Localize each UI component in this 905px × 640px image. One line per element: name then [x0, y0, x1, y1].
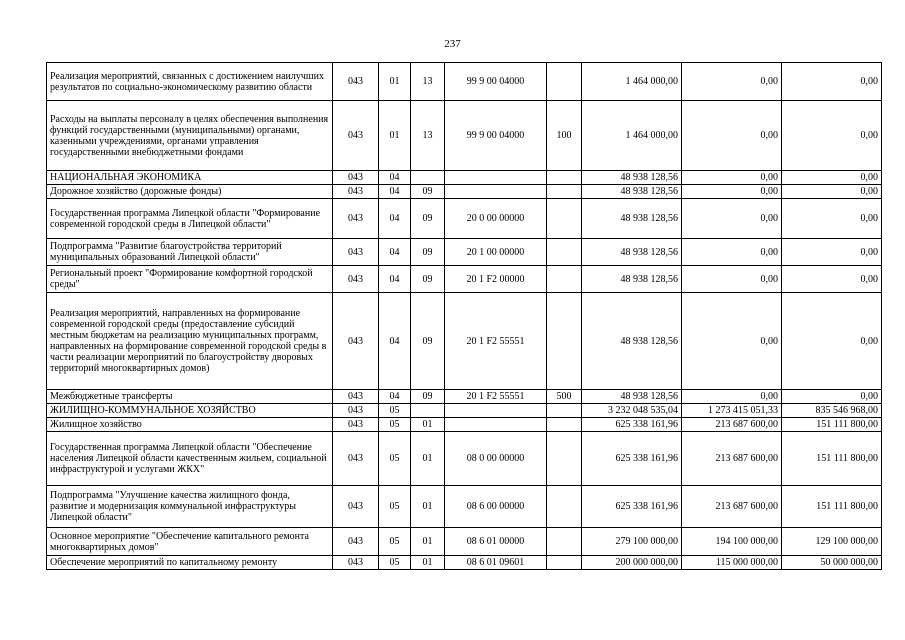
expense-type	[547, 556, 582, 570]
row-name: Государственная программа Липецкой области "Обеспечение населения Липецкой области качественным жильем, социальной инфраструктурой и услугами ЖКХ"	[47, 432, 333, 486]
table-row	[47, 185, 882, 199]
grbs-code: 043	[333, 101, 379, 171]
target-article: 20 0 00 00000	[445, 199, 547, 239]
target-article: 20 1 F2 55551	[445, 293, 547, 390]
amount-year-3: 129 100 000,00	[782, 528, 882, 556]
amount-year-2: 0,00	[682, 171, 782, 185]
subsection-code: 09	[411, 199, 445, 239]
target-article: 20 1 00 00000	[445, 239, 547, 266]
section-code: 05	[379, 418, 411, 432]
expense-type: 100	[547, 101, 582, 171]
section-code: 04	[379, 185, 411, 199]
table-row	[47, 418, 882, 432]
subsection-code: 09	[411, 239, 445, 266]
amount-year-1: 48 938 128,56	[582, 390, 682, 404]
row-name: Подпрограмма "Улучшение качества жилищного фонда, развитие и модернизация коммунальной инфраструктуры Липецкой области"	[47, 486, 333, 528]
amount-year-1: 200 000 000,00	[582, 556, 682, 570]
subsection-code: 01	[411, 432, 445, 486]
table-row	[47, 293, 882, 390]
expense-type	[547, 266, 582, 293]
subsection-code: 01	[411, 556, 445, 570]
table-row	[47, 528, 882, 556]
amount-year-2: 194 100 000,00	[682, 528, 782, 556]
row-name: Основное мероприятие "Обеспечение капитального ремонта многоквартирных домов"	[47, 528, 333, 556]
table-row	[47, 239, 882, 266]
target-article: 08 6 01 00000	[445, 528, 547, 556]
row-name: Межбюджетные трансферты	[47, 390, 333, 404]
row-name: Расходы на выплаты персоналу в целях обеспечения выполнения функций государственными (муниципальными) органами, казенными учреждениями, органами управления государственными внебюджетными фондами	[47, 101, 333, 171]
grbs-code: 043	[333, 390, 379, 404]
expense-type	[547, 199, 582, 239]
subsection-code: 09	[411, 390, 445, 404]
amount-year-1: 625 338 161,96	[582, 486, 682, 528]
target-article: 08 6 00 00000	[445, 486, 547, 528]
section-code: 01	[379, 63, 411, 101]
amount-year-2: 213 687 600,00	[682, 486, 782, 528]
table-row	[47, 63, 882, 101]
row-name: Подпрограмма "Развитие благоустройства территорий муниципальных образований Липецкой области"	[47, 239, 333, 266]
row-name: НАЦИОНАЛЬНАЯ ЭКОНОМИКА	[47, 171, 333, 185]
subsection-code	[411, 171, 445, 185]
grbs-code: 043	[333, 63, 379, 101]
row-name: Обеспечение мероприятий по капитальному ремонту	[47, 556, 333, 570]
section-code: 05	[379, 528, 411, 556]
row-name: Государственная программа Липецкой области "Формирование современной городской среды в Липецкой области"	[47, 199, 333, 239]
expense-type	[547, 404, 582, 418]
grbs-code: 043	[333, 293, 379, 390]
target-article: 20 1 F2 00000	[445, 266, 547, 293]
row-name: Региональный проект "Формирование комфортной городской среды"	[47, 266, 333, 293]
target-article: 99 9 00 04000	[445, 101, 547, 171]
amount-year-1: 1 464 000,00	[582, 63, 682, 101]
row-name: ЖИЛИЩНО-КОММУНАЛЬНОЕ ХОЗЯЙСТВО	[47, 404, 333, 418]
amount-year-2: 213 687 600,00	[682, 418, 782, 432]
expense-type	[547, 185, 582, 199]
section-code: 05	[379, 432, 411, 486]
row-name: Дорожное хозяйство (дорожные фонды)	[47, 185, 333, 199]
grbs-code: 043	[333, 528, 379, 556]
table-row	[47, 390, 882, 404]
table-row	[47, 101, 882, 171]
expense-type	[547, 63, 582, 101]
amount-year-2: 0,00	[682, 185, 782, 199]
section-code: 05	[379, 404, 411, 418]
amount-year-2: 0,00	[682, 390, 782, 404]
section-code: 04	[379, 171, 411, 185]
amount-year-1: 48 938 128,56	[582, 293, 682, 390]
subsection-code: 13	[411, 63, 445, 101]
amount-year-2: 0,00	[682, 101, 782, 171]
expense-type	[547, 418, 582, 432]
grbs-code: 043	[333, 171, 379, 185]
expense-type	[547, 239, 582, 266]
row-name: Жилищное хозяйство	[47, 418, 333, 432]
amount-year-1: 625 338 161,96	[582, 432, 682, 486]
expense-type	[547, 528, 582, 556]
amount-year-1: 1 464 000,00	[582, 101, 682, 171]
amount-year-3: 835 546 968,00	[782, 404, 882, 418]
grbs-code: 043	[333, 404, 379, 418]
subsection-code: 01	[411, 486, 445, 528]
table-row	[47, 432, 882, 486]
target-article: 08 6 01 09601	[445, 556, 547, 570]
amount-year-2: 0,00	[682, 239, 782, 266]
table-row	[47, 404, 882, 418]
amount-year-1: 48 938 128,56	[582, 266, 682, 293]
section-code: 01	[379, 101, 411, 171]
amount-year-3: 151 111 800,00	[782, 432, 882, 486]
subsection-code: 01	[411, 418, 445, 432]
amount-year-1: 625 338 161,96	[582, 418, 682, 432]
amount-year-3: 0,00	[782, 185, 882, 199]
table-row	[47, 556, 882, 570]
section-code: 05	[379, 486, 411, 528]
subsection-code: 13	[411, 101, 445, 171]
row-name: Реализация мероприятий, связанных с достижением наилучших результатов по социально-экономическому развитию области	[47, 63, 333, 101]
amount-year-2: 1 273 415 051,33	[682, 404, 782, 418]
amount-year-3: 0,00	[782, 171, 882, 185]
subsection-code	[411, 404, 445, 418]
table-row	[47, 486, 882, 528]
amount-year-2: 213 687 600,00	[682, 432, 782, 486]
expense-type	[547, 293, 582, 390]
amount-year-2: 0,00	[682, 266, 782, 293]
amount-year-3: 50 000 000,00	[782, 556, 882, 570]
target-article	[445, 171, 547, 185]
amount-year-2: 115 000 000,00	[682, 556, 782, 570]
section-code: 05	[379, 556, 411, 570]
table-body	[47, 63, 882, 570]
amount-year-1: 48 938 128,56	[582, 171, 682, 185]
amount-year-3: 0,00	[782, 266, 882, 293]
table-row	[47, 199, 882, 239]
section-code: 04	[379, 390, 411, 404]
amount-year-3: 0,00	[782, 390, 882, 404]
grbs-code: 043	[333, 432, 379, 486]
expense-type	[547, 486, 582, 528]
table-row	[47, 171, 882, 185]
grbs-code: 043	[333, 486, 379, 528]
grbs-code: 043	[333, 199, 379, 239]
amount-year-3: 0,00	[782, 63, 882, 101]
section-code: 04	[379, 239, 411, 266]
grbs-code: 043	[333, 185, 379, 199]
amount-year-1: 48 938 128,56	[582, 239, 682, 266]
target-article	[445, 404, 547, 418]
grbs-code: 043	[333, 239, 379, 266]
grbs-code: 043	[333, 556, 379, 570]
target-article: 99 9 00 04000	[445, 63, 547, 101]
table-row	[47, 266, 882, 293]
amount-year-1: 48 938 128,56	[582, 185, 682, 199]
subsection-code: 09	[411, 185, 445, 199]
subsection-code: 09	[411, 266, 445, 293]
amount-year-2: 0,00	[682, 199, 782, 239]
expense-type	[547, 171, 582, 185]
grbs-code: 043	[333, 266, 379, 293]
expense-type	[547, 432, 582, 486]
amount-year-3: 151 111 800,00	[782, 486, 882, 528]
page-number: 237	[444, 38, 461, 50]
subsection-code: 01	[411, 528, 445, 556]
grbs-code: 043	[333, 418, 379, 432]
target-article	[445, 185, 547, 199]
amount-year-1: 3 232 048 535,04	[582, 404, 682, 418]
section-code: 04	[379, 199, 411, 239]
amount-year-3: 0,00	[782, 101, 882, 171]
amount-year-3: 0,00	[782, 199, 882, 239]
amount-year-3: 0,00	[782, 293, 882, 390]
row-name: Реализация мероприятий, направленных на формирование современной городской среды (предоставление субсидий местным бюджетам на реализацию муниципальных программ, направленных на формирование современной городской среды в части реализации мероприятий по благоустройству дворовых территорий многоквартирных домов)	[47, 293, 333, 390]
amount-year-3: 151 111 800,00	[782, 418, 882, 432]
section-code: 04	[379, 266, 411, 293]
amount-year-2: 0,00	[682, 63, 782, 101]
amount-year-2: 0,00	[682, 293, 782, 390]
subsection-code: 09	[411, 293, 445, 390]
expense-type: 500	[547, 390, 582, 404]
section-code: 04	[379, 293, 411, 390]
target-article: 08 0 00 00000	[445, 432, 547, 486]
amount-year-1: 279 100 000,00	[582, 528, 682, 556]
target-article: 20 1 F2 55551	[445, 390, 547, 404]
target-article	[445, 418, 547, 432]
amount-year-1: 48 938 128,56	[582, 199, 682, 239]
budget-table	[46, 62, 882, 570]
amount-year-3: 0,00	[782, 239, 882, 266]
